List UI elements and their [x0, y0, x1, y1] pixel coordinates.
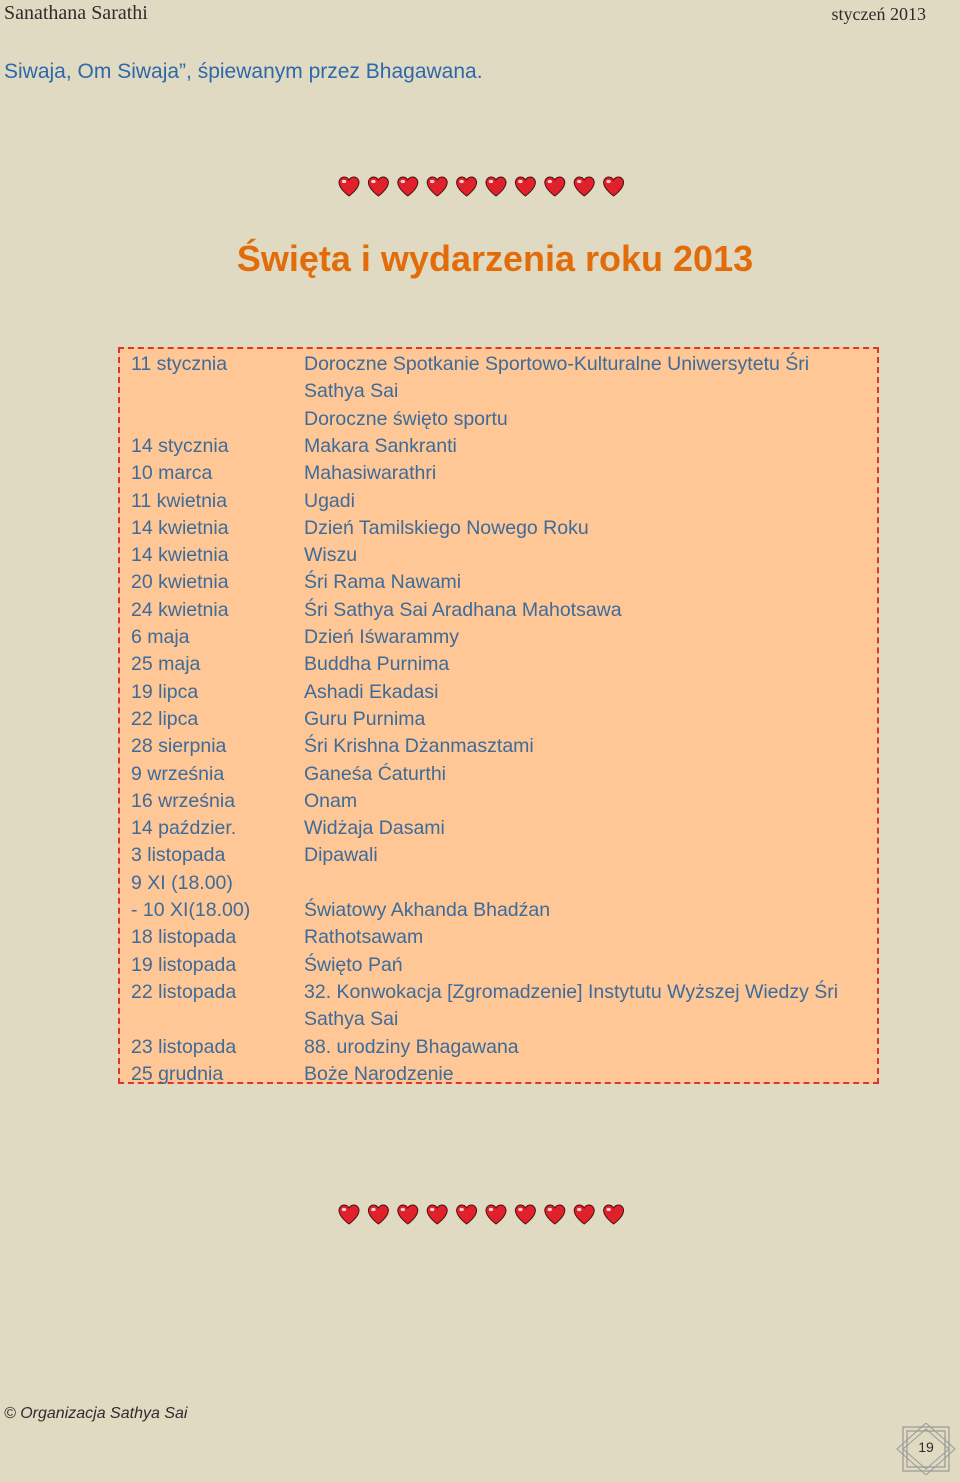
heart-icon — [427, 177, 447, 196]
heart-icon — [398, 177, 418, 196]
event-name: Guru Purnima — [304, 707, 426, 730]
event-date: 16 września — [131, 789, 236, 812]
event-name: Mahasiwarathri — [304, 462, 437, 485]
event-row — [120, 979, 877, 1006]
event-name: Widżaja Dasami — [304, 817, 445, 840]
event-date: 22 lipca — [131, 707, 199, 730]
heart-icon — [457, 1205, 477, 1224]
event-name: Ugadi — [304, 489, 355, 512]
hearts-divider-top — [337, 175, 627, 199]
event-row — [120, 870, 877, 897]
event-row — [120, 897, 877, 924]
page-number-badge — [895, 1423, 957, 1475]
event-date: 24 kwietnia — [131, 598, 229, 621]
heart-icon — [486, 1205, 506, 1224]
event-date: 22 listopada — [131, 980, 237, 1003]
event-date: - 10 XI(18.00) — [131, 899, 251, 921]
heart-icon — [574, 1205, 594, 1224]
event-name: Sathya Sai — [304, 1008, 399, 1031]
event-row — [120, 460, 877, 487]
event-row — [120, 952, 877, 979]
heart-icon — [368, 1205, 388, 1224]
event-row — [120, 515, 877, 542]
event-name: Święto Pań — [304, 953, 403, 976]
event-row — [120, 378, 877, 405]
event-row — [120, 924, 877, 951]
event-date: 14 paździer. — [131, 817, 237, 840]
event-date: 14 kwietnia — [131, 516, 229, 539]
event-row — [120, 788, 877, 815]
copyright: © Organizacja Sathya Sai — [4, 1405, 188, 1422]
event-name: Śri Krishna Dżanmasztami — [304, 735, 534, 758]
event-date: 14 kwietnia — [131, 544, 229, 567]
event-row — [120, 679, 877, 706]
event-date: 11 stycznia — [131, 353, 228, 375]
event-row — [120, 1034, 877, 1061]
event-name: Dipawali — [304, 844, 378, 867]
heart-icons — [337, 1203, 627, 1227]
event-name: Makara Sankranti — [304, 434, 457, 457]
event-date: 23 listopada — [131, 1035, 237, 1058]
event-date: 20 kwietnia — [131, 571, 229, 594]
event-row — [120, 733, 877, 760]
heart-icon — [398, 1205, 418, 1224]
hearts-divider-bottom — [337, 1203, 627, 1227]
heart-icon — [604, 1205, 624, 1224]
event-row — [120, 624, 877, 651]
event-name: Buddha Purnima — [304, 653, 450, 676]
publication-name: Sanathana Sarathi — [4, 2, 148, 24]
heart-icon — [339, 1205, 359, 1224]
event-name: Wiszu — [304, 544, 358, 567]
heart-icon — [515, 177, 535, 196]
event-row — [120, 597, 877, 624]
event-date: 18 listopada — [131, 926, 237, 949]
event-date: 25 grudnia — [131, 1062, 224, 1085]
event-date: 9 XI (18.00) — [131, 871, 233, 894]
event-row — [120, 842, 877, 869]
event-row — [120, 1061, 877, 1088]
heart-icon — [604, 177, 624, 196]
events-table — [118, 347, 879, 1084]
event-date: 25 maja — [131, 653, 201, 676]
event-name: Światowy Akhanda Bhadźan — [304, 899, 551, 921]
event-row — [120, 488, 877, 515]
event-name: Śri Rama Nawami — [304, 571, 462, 594]
event-name: Dzień Iśwarammy — [304, 626, 459, 648]
event-date: 11 kwietnia — [131, 489, 228, 512]
page-title: Święta i wydarzenia roku 2013 — [236, 238, 754, 279]
heart-icons — [337, 175, 627, 199]
event-name: Śri Sathya Sai Aradhana Mahotsawa — [304, 598, 622, 621]
event-date: 10 marca — [131, 462, 213, 485]
issue-date: styczeń 2013 — [831, 4, 926, 24]
event-name: Ganeśa Ćaturthi — [304, 762, 446, 785]
heart-icon — [486, 177, 506, 196]
heart-icon — [515, 1205, 535, 1224]
heart-icon — [368, 177, 388, 196]
event-row — [120, 815, 877, 842]
event-name: Sathya Sai — [304, 380, 399, 403]
event-row — [120, 569, 877, 596]
event-row — [120, 433, 877, 460]
page-number: 19 — [918, 1439, 934, 1455]
event-row — [120, 651, 877, 678]
event-row — [120, 406, 877, 433]
event-date: 19 lipca — [131, 680, 199, 703]
event-name: Doroczne święto sportu — [304, 407, 508, 430]
event-row — [120, 542, 877, 569]
event-date: 19 listopada — [131, 953, 237, 976]
event-row — [120, 1006, 877, 1033]
event-name: 88. urodziny Bhagawana — [304, 1035, 519, 1058]
heart-icon — [457, 177, 477, 196]
event-name: Ashadi Ekadasi — [304, 680, 439, 703]
event-name: Dzień Tamilskiego Nowego Roku — [304, 516, 589, 539]
event-name: Boże Narodzenie — [304, 1062, 454, 1085]
event-date: 3 listopada — [131, 844, 226, 867]
event-date: 14 stycznia — [131, 434, 229, 457]
heart-icon — [574, 177, 594, 196]
event-row — [120, 351, 877, 378]
event-name: Doroczne Spotkanie Sportowo-Kulturalne Uniwersytetu Śri — [304, 353, 810, 375]
event-row — [120, 761, 877, 788]
intro-text: Siwaja, Om Siwaja”, śpiewanym przez Bhagawana. — [4, 60, 483, 83]
event-date: 9 września — [131, 762, 225, 785]
event-name: Rathotsawam — [304, 926, 424, 949]
heart-icon — [339, 177, 359, 196]
event-date: 6 maja — [131, 626, 190, 648]
heart-icon — [545, 1205, 565, 1224]
event-row — [120, 706, 877, 733]
heart-icon — [427, 1205, 447, 1224]
heart-icon — [545, 177, 565, 196]
event-name: Onam — [304, 789, 358, 812]
event-name: 32. Konwokacja [Zgromadzenie] Instytutu Wyższej Wiedzy Śri — [304, 980, 839, 1003]
event-date: 28 sierpnia — [131, 735, 227, 758]
